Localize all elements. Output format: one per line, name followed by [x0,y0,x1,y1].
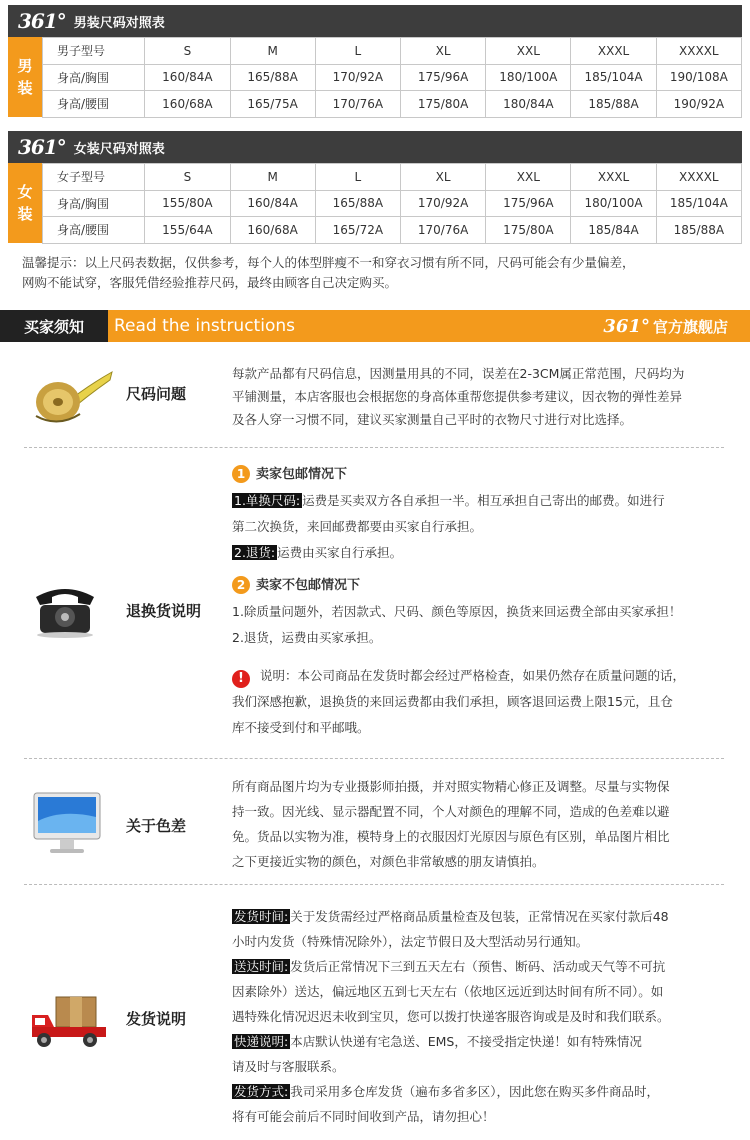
returns-label: 退换货说明 [126,602,202,620]
instructions-header [0,310,750,342]
delivery-truck-icon [30,993,110,1049]
returns-text: 1 卖家包邮情况下 1.单换尺码: 运费是买卖双方各自承担一半。相互承担自己寄出的邮费。如进行 第二次换货，来回邮费都要由买家自行承担。 2.退货: 运费由买家自行承担。 2 卖家不包邮情况下 1.除质量问题外，若因款式、尺码、颜色等原因，换货来回运费全部由买家承担！ 2.退货，运费由买家承担。 ! 说明：本公司商品在发货时都会经过严格检查，如果仍然存在质量问题的话， 我们深感抱歉，退换货的来回运费都由我们承担，顾客退回运费上限15元，且仓 库不接受到付和平邮哦。 [232,467,686,735]
table-row: 男子型号 S M L XL XXL XXXL XXXXL [43,38,742,65]
table-row: 身高/胸围 160/84A 165/88A 170/92A 175/96A 180/100A 185/104A 190/108A [43,64,742,91]
brand-logo: 361° [18,135,66,159]
men-side-label: 男 装 [8,37,42,117]
color-label: 关于色差 [126,817,187,835]
men-size-chart [8,5,742,117]
size-issue-section [0,350,750,445]
men-size-table [42,37,742,118]
shipping-label: 发货说明 [126,1010,187,1028]
table-row: 身高/腰围 160/68A 165/75A 170/76A 175/80A 180/84A 185/88A 190/92A [43,91,742,118]
women-size-table [42,163,742,244]
store-brand: 361° 官方旗舰店 [603,315,728,337]
size-tip: 温馨提示：以上尺码表数据，仅供参考，每个人的体型胖瘦不一和穿衣习惯有所不同，尺码可能会有少量偏差， 网购不能试穿，客服凭借经验推荐尺码，最终由顾客自己决定购买。 [22,255,635,290]
women-chart-header [8,131,742,163]
shipping-section [0,893,750,1138]
monitor-icon [32,791,102,857]
warning-icon: ! [232,670,250,688]
men-chart-header [8,5,742,37]
size-issue-text: 每款产品都有尺码信息，因测量用具的不同，误差在2-3CM属正常范围，尺码均为 平铺测量，本店客服也会根据您的身高体重帮您提供参考建议，因衣物的弹性差异 及各人穿一习惯不同，建议买家测量自己平时的衣物尺寸进行对比选择。 [232,366,685,427]
returns-section [0,455,750,755]
divider [24,758,724,759]
divider [24,447,724,448]
brand-logo: 361° [18,9,66,33]
section-title-cn: 买家须知 [0,310,108,342]
size-issue-label: 尺码问题 [126,385,187,403]
table-row: 身高/腰围 155/64A 160/68A 165/72A 170/76A 175/80A 185/84A 185/88A [43,217,742,244]
color-section [0,765,750,880]
men-chart-title: 男装尺码对照表 [73,15,165,31]
table-row: 身高/胸围 155/80A 160/84A 165/88A 170/92A 175/96A 180/100A 185/104A [43,190,742,217]
telephone-icon [32,577,98,639]
women-chart-title: 女装尺码对照表 [73,141,165,157]
shipping-text: 发货时间: 关于发货需经过严格商品质量检查及包装，正常情况在买家付款后48 小时内发货（特殊情况除外），法定节假日及大型活动另行通知。 送达时间: 发货后正常情况下三到五天左右（预售、断码、活动或天气等不可抗 因素除外）送达，偏远地区五到七天左右（依地区远近到达时间有所不同）。如 遇特殊化情况迟迟未收到宝贝，您可以拨打快递客服咨询或是及时和我们联系。 快递说明: 本店默认快递有宅急送、EMS，不接受指定快递！如有特殊情况 请及时与客服联系。 发货方式: 我司采用多仓库发货（遍布多省多区），因此您在购买多件商品时， 将有可能会前后不同时间收到产品，请勿担心！ [232,909,670,1124]
tape-measure-icon [32,366,114,428]
step-number: 2 [232,576,250,594]
divider [24,884,724,885]
section-title-en: Read the instructions [114,316,295,336]
color-text: 所有商品图片均为专业摄影师拍摄，并对照实物精心修正及调整。尽量与实物保 持一致。因光线、显示器配置不同，个人对颜色的理解不同，造成的色差难以避 免。货品以实物为准，模特身上的衣服因灯光原因与原色有区别，单品图片相比 之下更接近实物的颜色，对颜色非常敏感的朋友请慎拍。 [232,779,670,869]
women-side-label: 女 装 [8,163,42,243]
women-size-chart [8,131,742,243]
step-number: 1 [232,465,250,483]
table-row: 女子型号 S M L XL XXL XXXL XXXXL [43,164,742,191]
